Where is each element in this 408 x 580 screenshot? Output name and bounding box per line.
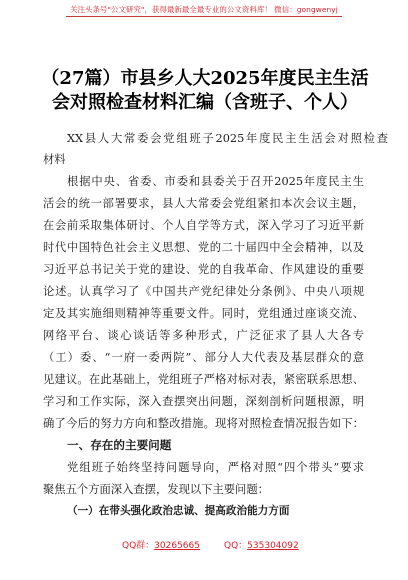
subsection-heading: （一）在带头强化政治忠诚、提高政治能力方面 [67,505,290,517]
qq-contact-label: QQ： [224,541,248,551]
paragraph-line: 习近平总书记关于党的建设、党的自我革命、作风建设的重要 [43,263,364,276]
footer [0,538,408,552]
paragraph-line: 网络平台、谈心谈话等多种形式，广泛征求了县人大各专 [43,329,364,342]
paragraph-line: 见建议。在此基础上，党组班子严格对标对表，紧密联系思想、 [43,373,364,386]
qq-group-number: 30265665 [154,541,200,551]
paragraph-line: 活会的统一部署要求，县人大常委会党组紧扣本次会议主题， [43,197,364,210]
paragraph-line: 论述。认真学习了《中国共产党纪律处分条例》、中央八项规 [43,285,364,298]
qq-contact-number: 535304092 [247,541,299,551]
header-banner: 关注头条号"公文研究"，获得最新最全最专业的公文资料库！ 微信：gongwenyj [70,5,338,14]
paragraph-line: 聚焦五个方面深入查摆，发现以下主要问题： [43,483,269,496]
subtitle-line-2: 材料 [43,153,66,166]
subtitle-line-1: XX县人大常委会党组班子2025年度民主生活会对照检查 [67,132,388,145]
paragraph-line: 学习和工作实际，深入查摆突出问题，深刻剖析问题根源，明 [43,395,364,408]
title-line-2: 会对照检查材料汇编（含班子、个人） [52,92,358,113]
paragraph-line: （工）委、“一府一委两院”、部分人大代表及基层群众的意 [43,351,364,364]
title-line-1: （27篇）市县乡人大2025年度民主生活 [41,68,369,89]
qq-group [122,538,200,551]
section-heading: 一、存在的主要问题 [67,438,172,452]
paragraph-line: 确了今后的努力方向和整改措施。现将对照检查情况报告如下： [43,417,364,430]
paragraph-line: 根据中央、省委、市委和县委关于召开2025年度民主生 [67,175,364,188]
paragraph-line: 党组班子始终坚持问题导向，严格对照“四个带头”要求 [67,461,364,474]
paragraph-line: 定及其实施细则精神等重要文件。同时，党组通过座谈交流、 [43,307,364,320]
paragraph-line: 在会前采取集体研讨、个人自学等方式，深入学习了习近平新 [43,219,364,232]
paragraph-line: 时代中国特色社会主义思想、党的二十届四中全会精神，以及 [43,241,364,254]
qq-contact [224,538,299,551]
qq-group-label: QQ群： [122,541,155,551]
